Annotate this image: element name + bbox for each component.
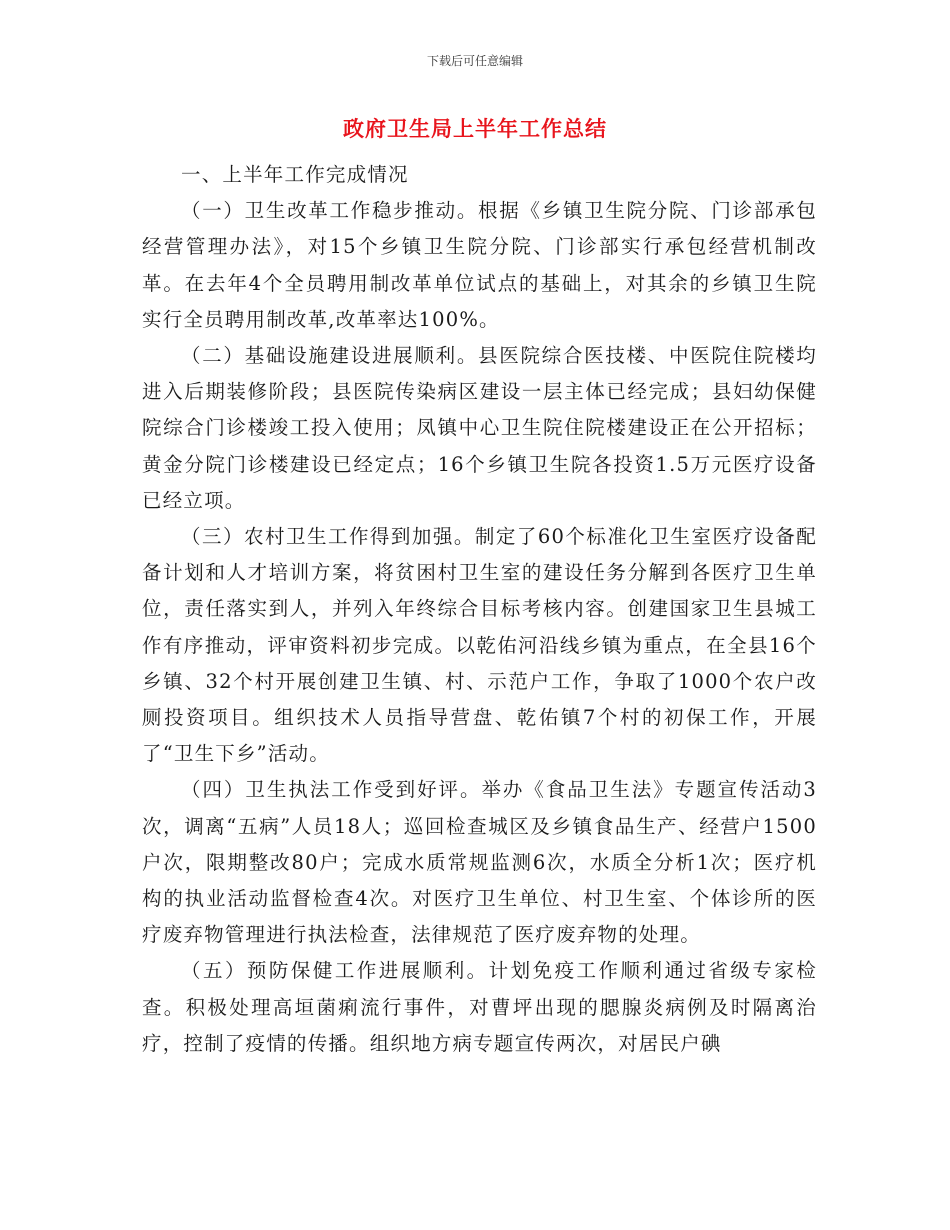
paragraph-prevention: （五）预防保健工作进展顺利。计划免疫工作顺利通过省级专家检查。积极处理高垣菌痢流行事件，对曹坪出现的腮腺炎病例及时隔离治疗，控制了疫情的传播。组织地方病专题宣传两次，对居民户碘: [142, 959, 817, 1055]
paragraph-law-enforcement: （四）卫生执法工作受到好评。举办《食品卫生法》专题宣传活动3次，调离“五病”人员18人；巡回检查城区及乡镇食品生产、经营户1500户次，限期整改80户；完成水质常规监测6次，水质全分析1次；医疗机构的执业活动监督检查4次。对医疗卫生单位、村卫生室、个体诊所的医疗废弃物管理进行执法检查，法律规范了医疗废弃物的处理。: [142, 778, 817, 947]
header-note: 下载后可任意编辑: [426, 54, 523, 68]
section-heading: 一、上半年工作完成情况: [181, 163, 409, 186]
paragraph-rural-health: （三）农村卫生工作得到加强。制定了60个标准化卫生室医疗设备配备计划和人才培训方案，将贫困村卫生室的建设任务分解到各医疗卫生单位，责任落实到人，并列入年终综合目标考核内容。创建国家卫生县城工作有序推动，评审资料初步完成。以乾佑河沿线乡镇为重点，在全县16个乡镇、32个村开展创建卫生镇、村、示范户工作，争取了1000个农户改厕投资项目。组织技术人员指导营盘、乾佑镇7个村的初保工作，开展了“卫生下乡”活动。: [142, 525, 817, 766]
paragraph-reform: （一）卫生改革工作稳步推动。根据《乡镇卫生院分院、门诊部承包经营管理办法》，对15个乡镇卫生院分院、门诊部实行承包经营机制改革。在去年4个全员聘用制改革单位试点的基础上，对其余的乡镇卫生院实行全员聘用制改革,改革率达100%。: [142, 199, 817, 331]
document-body: [142, 157, 817, 1062]
document-title: 政府卫生局上半年工作总结: [343, 117, 607, 141]
paragraph-infrastructure: （二）基础设施建设进展顺利。县医院综合医技楼、中医院住院楼均进入后期装修阶段；县医院传染病区建设一层主体已经完成；县妇幼保健院综合门诊楼竣工投入使用；凤镇中心卫生院住院楼建设正在公开招标；黄金分院门诊楼建设已经定点；16个乡镇卫生院各投资1.5万元医疗设备已经立项。: [142, 344, 817, 512]
